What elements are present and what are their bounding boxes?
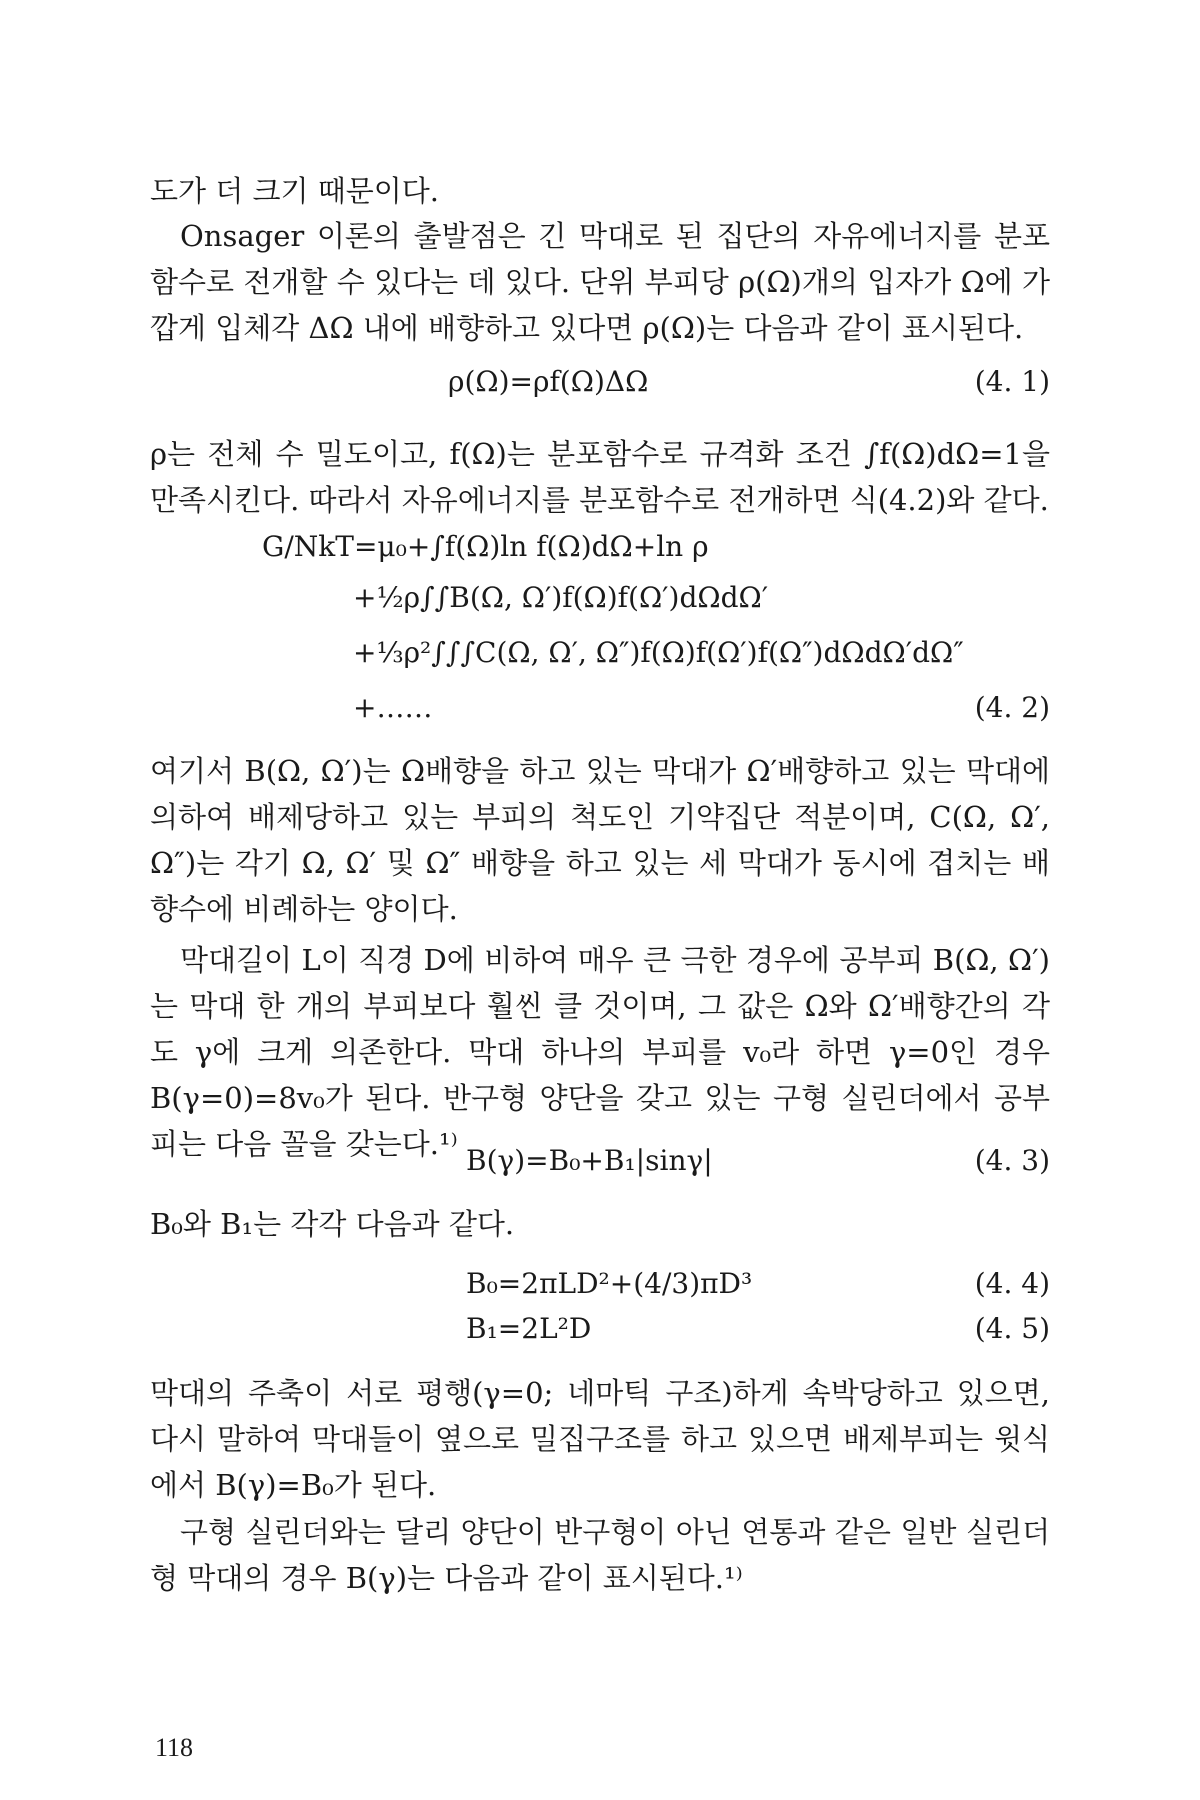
equation-4-2-line2: +½ρ∫∫B(Ω, Ω′)f(Ω)f(Ω′)dΩdΩ′ bbox=[353, 581, 769, 614]
equation-number-4-1: (4. 1) bbox=[974, 365, 1050, 398]
paragraph-parallel: 막대의 주축이 서로 평행(γ=0; 네마틱 구조)하게 속박당하고 있으면, 다시 말하여 막대들이 옆으로 밀집구조를 하고 있으면 배제부피는 윗식에서 B(γ)=B₀가 된다. bbox=[150, 1376, 1050, 1502]
equation-4-5: B₁=2L²D bbox=[466, 1312, 592, 1345]
paragraph-cylinder: 구형 실린더와는 달리 양단이 반구형이 아닌 연통과 같은 일반 실린더형 막대의 경우 B(γ)는 다음과 같이 표시된다.¹⁾ bbox=[150, 1515, 1050, 1595]
paragraph-b0-b1: B₀와 B₁는 각각 다음과 같다. bbox=[150, 1207, 515, 1241]
equation-number-4-5: (4. 5) bbox=[974, 1312, 1050, 1345]
equation-number-4-2: (4. 2) bbox=[974, 691, 1050, 724]
equation-4-2-line3: +⅓ρ²∫∫∫C(Ω, Ω′, Ω″)f(Ω)f(Ω′)f(Ω″)dΩdΩ′dΩ″ bbox=[353, 636, 964, 669]
equation-4-2-line1: G/NkT=μ₀+∫f(Ω)ln f(Ω)dΩ+ln ρ bbox=[262, 530, 709, 563]
equation-4-3: B(γ)=B₀+B₁|sinγ| bbox=[466, 1144, 713, 1177]
equation-4-1: ρ(Ω)=ρf(Ω)ΔΩ bbox=[448, 365, 649, 398]
page-number: 118 bbox=[155, 1733, 194, 1762]
equation-number-4-3: (4. 3) bbox=[974, 1144, 1050, 1177]
paragraph-onsager: Onsager 이론의 출발점은 긴 막대로 된 집단의 자유에너지를 분포함수로 전개할 수 있다는 데 있다. 단위 부피당 ρ(Ω)개의 입자가 Ω에 가깝게 입체각 ΔΩ 내에 배향하고 있다면 ρ(Ω)는 다음과 같이 표시된다. bbox=[150, 219, 1050, 345]
paragraph-1: 도가 더 크기 때문이다. bbox=[150, 174, 439, 208]
paragraph-definitions: 여기서 B(Ω, Ω′)는 Ω배향을 하고 있는 막대가 Ω′배향하고 있는 막대에 의하여 배제당하고 있는 부피의 척도인 기약집단 적분이며, C(Ω, Ω′, Ω″)는 각기 Ω, Ω′ 및 Ω″ 배향을 하고 있는 세 막대가 동시에 겹치는 배향수에 비례하는 양이다. bbox=[150, 754, 1050, 926]
equation-4-4: B₀=2πLD²+(4/3)πD³ bbox=[466, 1267, 753, 1300]
paragraph-covolume: 막대길이 L이 직경 D에 비하여 매우 큰 극한 경우에 공부피 B(Ω, Ω′)는 막대 한 개의 부피보다 훨씬 클 것이며, 그 값은 Ω와 Ω′배향간의 각도 γ에 크게 의존한다. 막대 하나의 부피를 v₀라 하면 γ=0인 경우 B(γ=0)=8v₀가 된다. 반구형 양단을 갖고 있는 구형 실린더에서 공부피는 다음 꼴을 갖는다.¹⁾ bbox=[150, 943, 1050, 1161]
equation-4-2-line4: +…… bbox=[353, 691, 433, 724]
equation-number-4-4: (4. 4) bbox=[974, 1267, 1050, 1300]
paragraph-density: ρ는 전체 수 밀도이고, f(Ω)는 분포함수로 규격화 조건 ∫f(Ω)dΩ=1을 만족시킨다. 따라서 자유에너지를 분포함수로 전개하면 식(4.2)와 같다. bbox=[150, 437, 1050, 517]
